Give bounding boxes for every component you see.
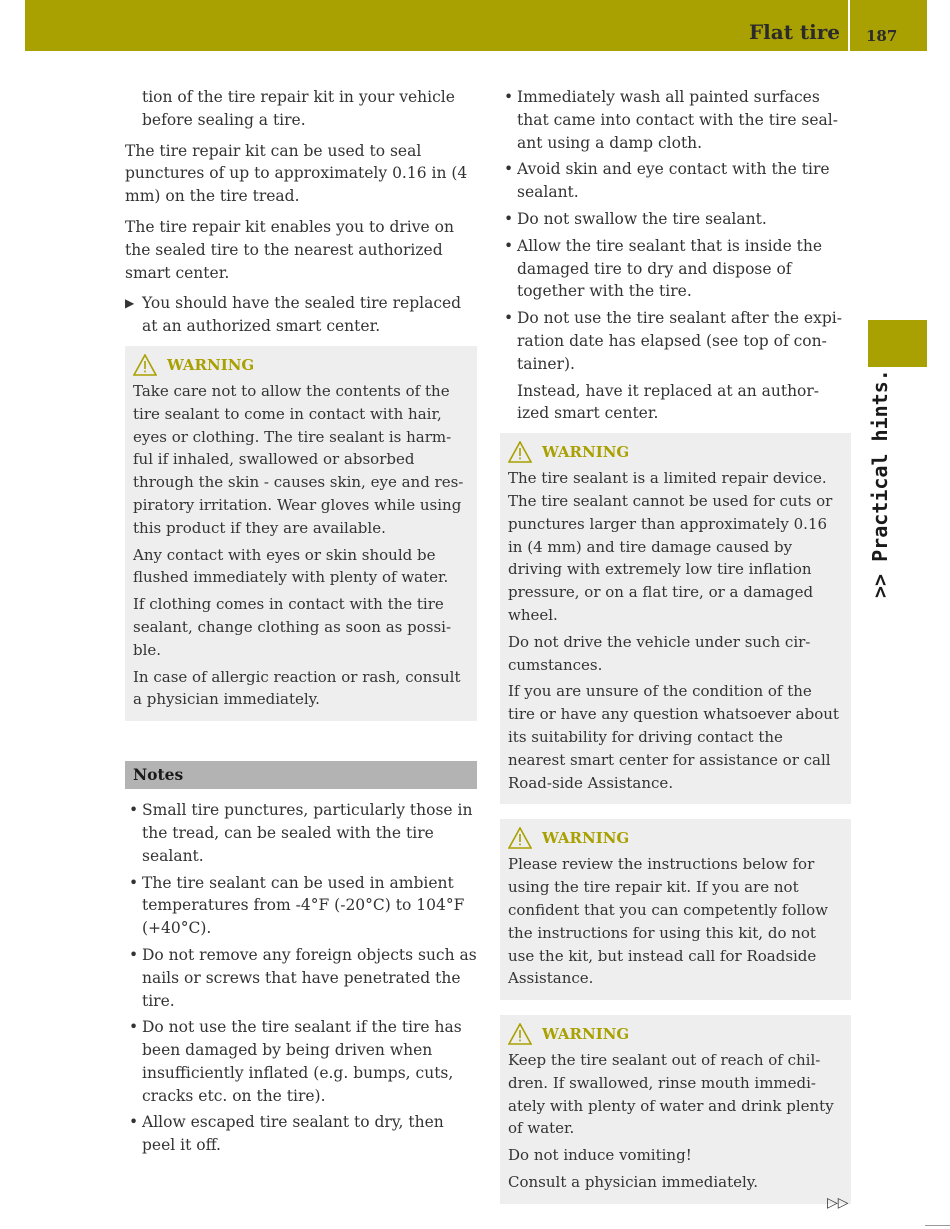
bullet-dot-icon: • <box>504 160 514 179</box>
side-tab-label: >> Practical hints. <box>868 369 892 598</box>
page-title: Flat tire <box>748 20 840 44</box>
warning-text: Please review the instructions below for using the tire repair kit. If you are not confident that you can competently follow the instructions for using this kit, do not use the kit, but instead call for Roadside Assistance. <box>508 855 828 988</box>
warning-text: Do not drive the vehicle under such cir-cumstances. <box>508 632 811 674</box>
bullet-dot-icon: • <box>129 945 139 964</box>
left-column <box>125 86 477 1161</box>
side-tab-marker <box>868 320 927 367</box>
continued-arrows-icon: ▷▷ <box>827 1195 849 1211</box>
bullet-dot-icon: • <box>129 1018 139 1037</box>
action-arrow-icon: ▶ <box>125 296 135 311</box>
list-item: • Avoid skin and eye contact with the tire sealant. <box>504 160 830 202</box>
list-item: • Allow the tire sealant that is inside the damaged tire to dry and dispose of together with the tire. <box>504 236 823 301</box>
list-item: • Allow escaped tire sealant to dry, then peel it off. <box>129 1113 444 1155</box>
bullet-dot-icon: • <box>129 1113 139 1132</box>
list-item: • Do not swallow the tire sealant. <box>500 208 851 231</box>
bullet-dot-icon: • <box>504 309 514 328</box>
warning-triangle-icon <box>508 1023 532 1045</box>
paragraph: The tire repair kit can be used to seal punctures of up to approximately 0.16 in (4 mm) on the tire tread. <box>125 141 468 206</box>
bullet-dot-icon: • <box>504 88 514 106</box>
warning-box <box>500 819 851 1000</box>
warning-triangle-icon <box>508 441 532 463</box>
action-step <box>125 292 477 338</box>
warning-label: WARNING <box>542 1024 630 1043</box>
list-item: • Do not use the tire sealant if the tire has been damaged by being driven when insufficiently inflated (e.g. bumps, cuts, cracks etc. on the tire). <box>129 1018 462 1105</box>
bullet-dot-icon: • <box>504 236 514 255</box>
warning-text: Do not induce vomiting! <box>508 1146 692 1165</box>
page-number: 187 <box>866 27 898 45</box>
bullet-dot-icon: • <box>504 209 514 228</box>
list-item: • Small tire punctures, particularly those in the tread, can be sealed with the tire sealant. <box>129 801 473 865</box>
warning-label: WARNING <box>167 355 255 374</box>
warning-triangle-icon <box>133 354 157 376</box>
notes-list <box>125 799 477 1157</box>
list-item: • Immediately wash all painted surfaces that came into contact with the tire seal-ant using a damp cloth. <box>504 88 838 152</box>
warning-header <box>508 823 843 853</box>
bullet-dot-icon: • <box>129 801 139 820</box>
bullet-followup-text: Instead, have it replaced at an author-ized smart center. <box>517 381 820 423</box>
warning-text: If you are unsure of the condition of the tire or have any question whatsoever about its suitability for driving contact the nearest smart center for assistance or call Road-side Assistance. <box>508 682 839 792</box>
warning-text: Consult a physician immediately. <box>508 1173 759 1192</box>
list-item: • Do not use the tire sealant after the expi-ration date has elapsed (see top of con-tainer). <box>504 309 842 373</box>
continuation-text: tion of the tire repair kit in your vehicle before sealing a tire. <box>142 88 455 129</box>
warning-text: If clothing comes in contact with the tire sealant, change clothing as soon as possi-ble. <box>133 595 452 659</box>
warning-text: In case of allergic reaction or rash, consult a physician immediately. <box>133 667 461 709</box>
right-column <box>500 86 851 1219</box>
bullet-dot-icon: • <box>129 873 139 892</box>
warning-text: Keep the tire sealant out of reach of chil-dren. If swallowed, rinse mouth immedi-ately with plenty of water and drink plenty of water. <box>508 1051 834 1138</box>
list-item: • The tire sealant can be used in ambient temperatures from -4°F (-20°C) to 104°F (+40°C). <box>129 873 465 938</box>
warning-triangle-icon <box>508 827 532 849</box>
warning-box <box>500 1015 851 1204</box>
warning-text: Any contact with eyes or skin should be flushed immediately with plenty of water. <box>133 545 449 587</box>
paragraph: The tire repair kit enables you to drive on the sealed tire to the nearest authorized smart center. <box>125 217 454 282</box>
warning-text: The tire sealant is a limited repair device. The tire sealant cannot be used for cuts or punctures larger than approximately 0.16 in (4 mm) and tire damage caused by driving with extremely low tire inflation pressure, or on a flat tire, or a damaged wheel. <box>508 469 833 624</box>
header-divider <box>848 0 850 51</box>
warning-header <box>508 437 843 467</box>
warning-label: WARNING <box>542 442 630 461</box>
page-edge-line <box>925 1225 950 1226</box>
list-item: • Do not remove any foreign objects such as nails or screws that have penetrated the tire. <box>129 945 477 1010</box>
warning-label: WARNING <box>542 828 630 847</box>
sealant-precautions-list <box>500 86 851 376</box>
warning-box <box>125 346 477 721</box>
action-text: You should have the sealed tire replaced at an authorized smart center. <box>142 294 462 336</box>
notes-heading: Notes <box>125 761 477 789</box>
warning-box <box>500 433 851 804</box>
warning-header <box>508 1019 843 1049</box>
warning-text: Take care not to allow the contents of the tire sealant to come in contact with hair, eyes or clothing. The tire sealant is harm-ful if inhaled, swallowed or absorbed through the skin - causes skin, eye and res-piratory irritation. Wear gloves while using this product if they are available. <box>133 381 464 537</box>
warning-header <box>133 350 469 380</box>
